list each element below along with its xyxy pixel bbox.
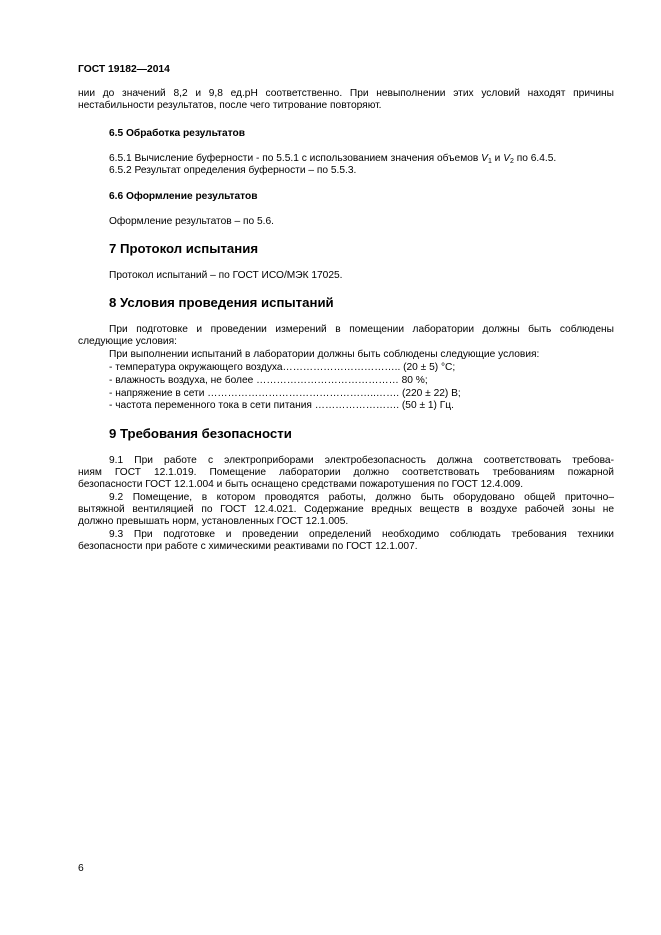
- section-6-5-title: 6.5 Обработка результатов: [109, 128, 246, 139]
- section-6-6-title: 6.6 Оформление результатов: [109, 191, 258, 202]
- section-9-2-line: 9.2 Помещение, в котором проводятся работы, должно быть оборудовано общей приточно–: [109, 492, 614, 503]
- v1-subscript: 1: [487, 158, 492, 165]
- section-6-5-1-text: [109, 153, 556, 165]
- intro-line-2: нестабильности результатов, после чего титрование повторяют.: [78, 100, 382, 111]
- document-code: ГОСТ 19182—2014: [78, 64, 170, 75]
- condition-item: - напряжение в сети …………………………………………..……. (220 ± 22) В;: [109, 388, 461, 399]
- section-6-6-text: Оформление результатов – по 5.6.: [109, 216, 275, 227]
- section-6-5-2-text: 6.5.2 Результат определения буферности – по 5.5.3.: [109, 165, 357, 176]
- v1-symbol: V: [481, 153, 488, 164]
- s651-pre: 6.5.1 Вычисление буферности - по 5.5.1 с использованием значения объемов: [109, 153, 482, 164]
- section-9-1-line: безопасности ГОСТ 12.1.004 и быть оснащено средствами пожаротушения по ГОСТ 12.4.009.: [78, 479, 524, 490]
- section-9-1-line: 9.1 При работе с электроприборами электробезопасность должна соответствовать требова-: [109, 455, 614, 466]
- section-9-3-line: безопасности при работе с химическими реактивами по ГОСТ 12.1.007.: [78, 541, 418, 552]
- v2-subscript: 2: [510, 158, 514, 165]
- intro-line-1: нии до значений 8,2 и 9,8 ед.pH соответственно. При невыполнении этих условий находят причины: [78, 88, 614, 99]
- section-8-p1-line2: следующие условия:: [78, 336, 177, 347]
- page-number: 6: [78, 863, 84, 874]
- section-7-text: Протокол испытаний – по ГОСТ ИСО/МЭК 17025.: [109, 270, 343, 281]
- condition-item: - частота переменного тока в сети питания ……………………. (50 ± 1) Гц.: [109, 400, 454, 411]
- section-8-p1-line1: При подготовке и проведении измерений в помещении лаборатории должны быть соблюдены: [109, 324, 614, 335]
- section-9-1-line: ниям ГОСТ 12.1.019. Помещение лаборатории должно соответствовать требованиям пожарной: [78, 467, 614, 478]
- section-8-p2: При выполнении испытаний в лаборатории должны быть соблюдены следующие условия:: [109, 349, 540, 360]
- section-9-2-line: должно превышать норм, установленных ГОСТ 12.1.005.: [78, 516, 349, 527]
- v2-symbol: V: [503, 153, 510, 164]
- section-7-title: 7 Протокол испытания: [109, 241, 259, 256]
- s651-and: и: [491, 153, 504, 164]
- section-9-2-line: вытяжной вентиляцией по ГОСТ 12.4.021. Содержание вредных веществ в воздухе рабочей зоны не: [78, 504, 614, 515]
- section-9-title: 9 Требования безопасности: [109, 426, 292, 441]
- section-8-title: 8 Условия проведения испытаний: [109, 295, 334, 310]
- s651-post: по 6.4.5.: [513, 153, 557, 164]
- section-9-3-line: 9.3 При подготовке и проведении определений необходимо соблюдать требования техники: [109, 529, 614, 540]
- condition-item: - влажность воздуха, не более …………………………………… 80 %;: [109, 375, 428, 386]
- condition-item: - температура окружающего воздуха…………………………….. (20 ± 5) °С;: [109, 362, 456, 373]
